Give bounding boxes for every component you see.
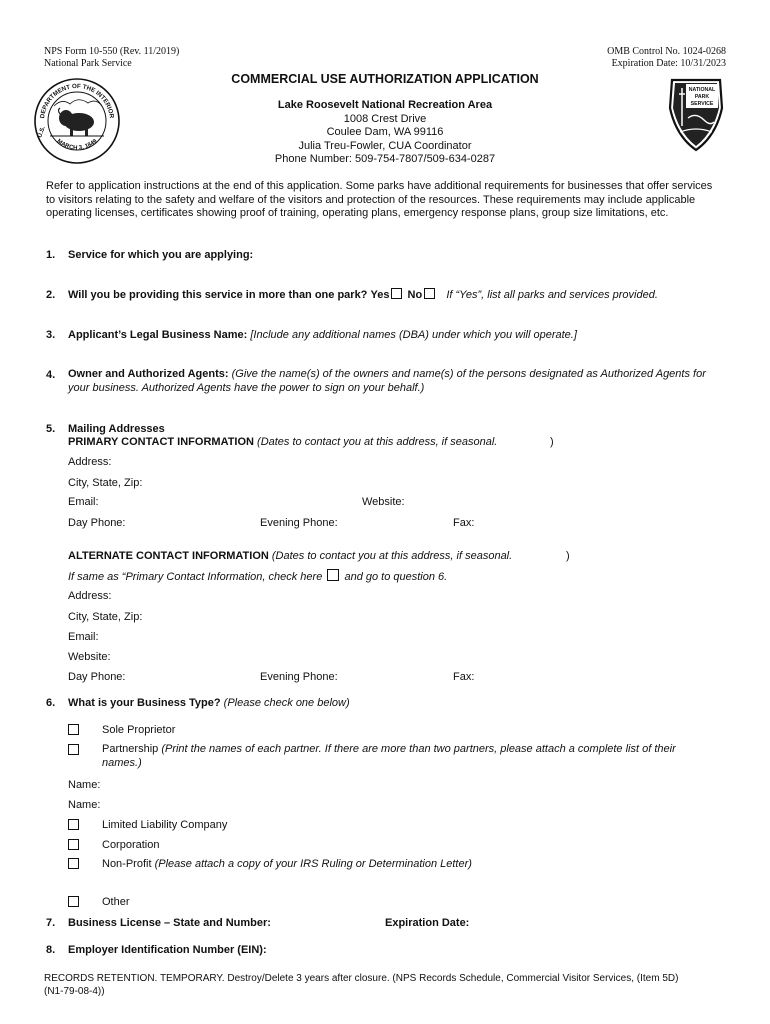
q2-yes-checkbox[interactable]: [391, 288, 402, 299]
primary-address-label: Address:: [68, 456, 112, 468]
park-street: 1008 Crest Drive: [343, 112, 427, 125]
park-coordinator: Julia Treu-Fowler, CUA Coordinator: [298, 139, 472, 152]
q6-label: What is your Business Type?: [68, 697, 221, 709]
park-city: Coulee Dam, WA 99116: [326, 126, 444, 138]
alternate-close-paren: ): [566, 550, 570, 562]
park-phone: Phone Number: 509-754-7807/509-634-0287: [274, 153, 496, 165]
primary-contact-label: PRIMARY CONTACT INFORMATION: [68, 436, 254, 448]
q1-label: Service for which you are applying:: [68, 249, 254, 261]
primary-contact-note: (Dates to contact you at this address, if seasonal.: [257, 436, 498, 448]
corporation-checkbox[interactable]: [68, 839, 79, 850]
form-number: NPS Form 10-550 (Rev. 11/2019): [44, 46, 180, 57]
form-header-left: [44, 46, 179, 70]
nonprofit-note: (Please attach a copy of your IRS Ruling or Determination Letter): [154, 858, 472, 870]
page-title: COMMERCIAL USE AUTHORIZATION APPLICATION: [231, 72, 539, 86]
same-as-primary-row: [68, 569, 447, 584]
q1-number: 1.: [46, 249, 56, 261]
svg-text:SERVICE: SERVICE: [690, 101, 714, 107]
alternate-address-label: Address:: [68, 590, 112, 602]
q2-no-checkbox[interactable]: [424, 288, 435, 299]
park-contact-block: [0, 99, 770, 167]
same-as-primary-checkbox[interactable]: [327, 569, 339, 581]
q4-label: Owner and Authorized Agents:: [68, 368, 229, 380]
alternate-website-label: Website:: [68, 651, 111, 663]
nonprofit-checkbox[interactable]: [68, 858, 79, 869]
form-header-right: [607, 46, 726, 70]
q6-row: [68, 696, 350, 710]
q3-row: [68, 328, 577, 342]
corporation-label: Corporation: [102, 839, 160, 851]
alternate-evening-phone-label: Evening Phone:: [260, 671, 338, 683]
primary-fax-label: Fax:: [453, 517, 475, 529]
alternate-city-label: City, State, Zip:: [68, 611, 143, 623]
nonprofit-label: Non-Profit: [102, 858, 152, 870]
nonprofit-row: [102, 857, 472, 871]
primary-contact-heading: [68, 435, 497, 449]
q4-row: [68, 368, 716, 395]
q6-note: (Please check one below): [223, 697, 350, 709]
partnership-label: Partnership: [102, 743, 159, 755]
q4-number: 4.: [46, 369, 56, 381]
primary-day-phone-label: Day Phone:: [68, 517, 126, 529]
llc-label: Limited Liability Company: [102, 819, 228, 831]
primary-website-label: Website:: [362, 496, 405, 508]
primary-city-label: City, State, Zip:: [68, 477, 143, 489]
q4-note: (Give the name(s) of the owners and name(s) of the persons designated as Authorized Agents for your business. Authorized Agents have the power to sign on your behalf.): [68, 368, 706, 394]
q3-number: 3.: [46, 329, 56, 341]
partner-name-label-2: Name:: [68, 799, 101, 811]
records-retention-footer: RECORDS RETENTION. TEMPORARY. Destroy/Delete 3 years after closure. (NPS Records Schedule, Commercial Visitor Services, (Item 5D) (N1-79-08-4)): [44, 973, 679, 997]
partnership-checkbox[interactable]: [68, 744, 79, 755]
q5-title: Mailing Addresses: [68, 423, 165, 435]
q7-expiration-label: Expiration Date:: [385, 917, 470, 929]
park-name: Lake Roosevelt National Recreation Area: [277, 99, 493, 111]
same-as-primary-instruction: and go to question 6.: [344, 571, 448, 583]
llc-checkbox[interactable]: [68, 819, 79, 830]
q5-number: 5.: [46, 423, 56, 435]
q2-no-label: No: [407, 289, 423, 301]
alternate-day-phone-label: Day Phone:: [68, 671, 126, 683]
alternate-fax-label: Fax:: [453, 671, 475, 683]
sole-proprietor-checkbox[interactable]: [68, 724, 79, 735]
svg-text:NATIONAL: NATIONAL: [688, 87, 716, 93]
primary-evening-phone-label: Evening Phone:: [260, 517, 338, 529]
alternate-email-label: Email:: [68, 631, 99, 643]
q8-number: 8.: [46, 944, 56, 956]
partnership-note: (Print the names of each partner. If there are more than two partners, please attach a complete list of their names.): [102, 743, 676, 769]
q2-yes-label: Yes: [370, 289, 390, 301]
sole-proprietor-label: Sole Proprietor: [102, 724, 176, 736]
omb-control-number: OMB Control No. 1024-0268: [607, 46, 726, 57]
intro-paragraph: Refer to application instructions at the end of this application. Some parks have additional requirements for businesses that offer services to visitors relating to the safety and welfare of the visitors and protection of the resources. These requirements may include applicable operating licenses, certificates showing proof of training, operating plans, emergency response plans, group size limitations, etc.: [46, 180, 713, 219]
expiration-date: Expiration Date: 10/31/2023: [611, 58, 726, 69]
svg-text:DEPARTMENT OF THE INTERIOR: DEPARTMENT OF THE INTERIOR: [39, 82, 115, 119]
agency-name: National Park Service: [44, 58, 132, 69]
other-checkbox[interactable]: [68, 896, 79, 907]
q2-number: 2.: [46, 289, 56, 301]
q7-number: 7.: [46, 917, 56, 929]
q8-label: Employer Identification Number (EIN):: [68, 944, 267, 956]
primary-close-paren: ): [550, 436, 554, 448]
q3-label: Applicant’s Legal Business Name:: [68, 329, 248, 341]
primary-email-label: Email:: [68, 496, 99, 508]
svg-text:U.S.: U.S.: [37, 125, 47, 139]
q2-row: [68, 288, 658, 302]
q3-note: [Include any additional names (DBA) under which you will operate.]: [250, 329, 577, 341]
alternate-contact-label: ALTERNATE CONTACT INFORMATION: [68, 550, 269, 562]
q2-label: Will you be providing this service in more than one park?: [68, 289, 368, 301]
other-label: Other: [102, 896, 130, 908]
svg-text:PARK: PARK: [694, 94, 710, 100]
alternate-contact-note: (Dates to contact you at this address, if seasonal.: [271, 550, 513, 562]
alternate-contact-heading: [68, 549, 512, 563]
q6-number: 6.: [46, 697, 56, 709]
partner-name-label-1: Name:: [68, 779, 101, 791]
q2-note: If “Yes”, list all parks and services provided.: [446, 289, 658, 301]
same-as-primary-text: If same as “Primary Contact Information, check here: [68, 571, 323, 583]
q7-label: Business License – State and Number:: [68, 917, 271, 929]
svg-text:MARCH 3, 1849: MARCH 3, 1849: [55, 138, 99, 152]
partnership-row: [102, 743, 712, 770]
